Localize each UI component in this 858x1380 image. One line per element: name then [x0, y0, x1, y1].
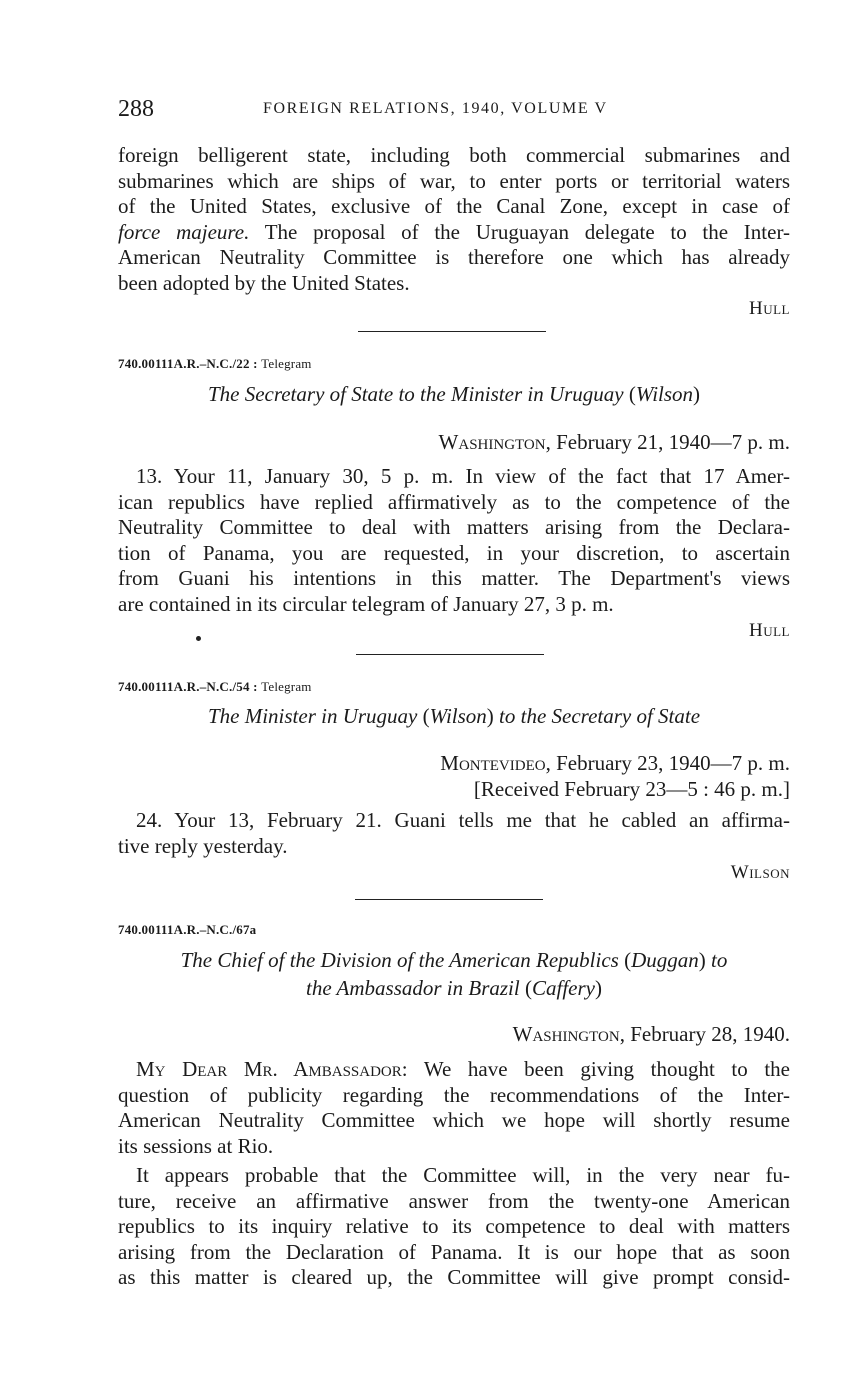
title-name: Wilson — [429, 704, 487, 728]
dateline-place: Washington — [512, 1022, 620, 1046]
text-line: It appears probable that the Committee will, in the very near fu- — [136, 1163, 790, 1187]
text-fragment: We have been giving thought to the — [423, 1057, 791, 1081]
file-reference — [118, 356, 312, 372]
text-line: tion of Panama, you are requested, in your discretion, to ascertain — [118, 540, 790, 565]
signature: Hull — [749, 298, 790, 319]
signature: Hull — [749, 620, 790, 641]
dateline — [439, 430, 790, 455]
text-line: American Neutrality Committee which we hope will shortly resume — [118, 1108, 790, 1133]
text-line: Neutrality Committee to deal with matters arising from the Declara- — [118, 515, 790, 540]
continuation-paragraph — [118, 143, 790, 297]
text-line: ican republics have replied affirmatively as to the competence of the — [118, 489, 790, 514]
dateline-place: Montevideo — [440, 751, 546, 775]
file-reference: 740.00111A.R.–N.C./67a — [118, 922, 257, 937]
text-line: arising from the Declaration of Panama. It is our hope that as soon — [118, 1239, 790, 1264]
section-divider — [355, 899, 543, 900]
dateline-date: , February 28, 1940. — [619, 1022, 790, 1046]
text-line: 13. Your 11, January 30, 5 p. m. In view of the fact that 17 Amer- — [136, 464, 790, 488]
telegram-body — [118, 808, 790, 859]
received-line: [Received February 23—5 : 46 p. m.] — [473, 777, 790, 801]
text-line: as this matter is cleared up, the Committee will give prompt consid- — [118, 1265, 790, 1290]
text-line: republics to its inquiry relative to its competence to deal with matters — [118, 1214, 790, 1239]
file-number: 740.00111A.R.–N.C./22 : — [118, 356, 258, 371]
title-line: the Ambassador in Brazil (Caffery) — [306, 976, 602, 1000]
title-text: the Ambassador in Brazil — [306, 976, 520, 1000]
salutation: My Dear Mr. Ambassador: — [136, 1057, 408, 1081]
dateline — [513, 1022, 790, 1047]
dateline — [440, 751, 790, 776]
text-line: are contained in its circular telegram of January 27, 3 p. m. — [118, 591, 614, 616]
text-line: its sessions at Rio. — [118, 1133, 274, 1158]
text-line: foreign belligerent state, including both commercial submarines and — [118, 143, 790, 167]
title-text: The Chief of the Division of the American Republics — [180, 948, 619, 972]
section-divider — [356, 654, 544, 655]
title-text: to — [711, 948, 728, 972]
page-number: 288 — [118, 96, 154, 122]
text-line: been adopted by the United States. — [118, 270, 410, 295]
dateline-date: , February 21, 1940—7 p. m. — [545, 430, 790, 454]
title-text: The Minister in Uruguay — [207, 704, 418, 728]
text-line: of the United States, exclusive of the Canal Zone, except in case of — [118, 194, 790, 219]
title-name: Wilson — [635, 382, 694, 406]
signature: Wilson — [730, 862, 790, 883]
telegram-body — [118, 464, 790, 618]
file-number: 740.00111A.R.–N.C./54 : — [118, 679, 258, 694]
title-text: to the Secretary of State — [499, 704, 701, 728]
text-line: 24. Your 13, February 21. Guani tells me that he cabled an affirma- — [136, 808, 790, 832]
text-line: American Neutrality Committee is therefore one which has already — [118, 245, 790, 270]
file-type: Telegram — [261, 679, 312, 694]
running-head: FOREIGN RELATIONS, 1940, VOLUME V — [263, 100, 608, 117]
text-line — [118, 220, 790, 246]
document-title: The Minister in Uruguay (Wilson) to the Secretary of State — [207, 704, 701, 728]
text-line: submarines which are ships of war, to enter ports or territorial waters — [118, 168, 790, 193]
text-line: tive reply yesterday. — [118, 833, 288, 858]
text-line: question of publicity regarding the recommendations of the Inter- — [118, 1082, 790, 1107]
text-line: ture, receive an affirmative answer from the twenty-one American — [118, 1188, 790, 1213]
text-line — [118, 1057, 790, 1083]
title-name: Caffery — [531, 976, 595, 1000]
print-speck — [196, 636, 201, 641]
file-type: Telegram — [261, 356, 312, 371]
text-fragment: The proposal of the Uruguayan delegate to the Inter- — [264, 219, 791, 244]
italic-phrase: force majeure. — [118, 219, 250, 244]
section-divider — [358, 331, 546, 332]
document-title: The Secretary of State to the Minister in Uruguay (Wilson) — [207, 382, 701, 406]
text-line: from Guani his intentions in this matter. The Department's views — [118, 566, 790, 591]
dateline-place: Washington — [438, 430, 546, 454]
title-name: Duggan — [631, 948, 699, 972]
title-text: The Secretary of State to the Minister in Uruguay — [207, 382, 624, 406]
title-line: The Chief of the Division of the American Republics (Duggan) to — [180, 948, 728, 972]
file-reference — [118, 679, 312, 695]
letter-paragraph — [118, 1057, 790, 1159]
letter-paragraph — [118, 1163, 790, 1291]
page-header — [118, 96, 790, 126]
document-title — [118, 946, 790, 1002]
dateline-date: , February 23, 1940—7 p. m. — [545, 751, 790, 775]
